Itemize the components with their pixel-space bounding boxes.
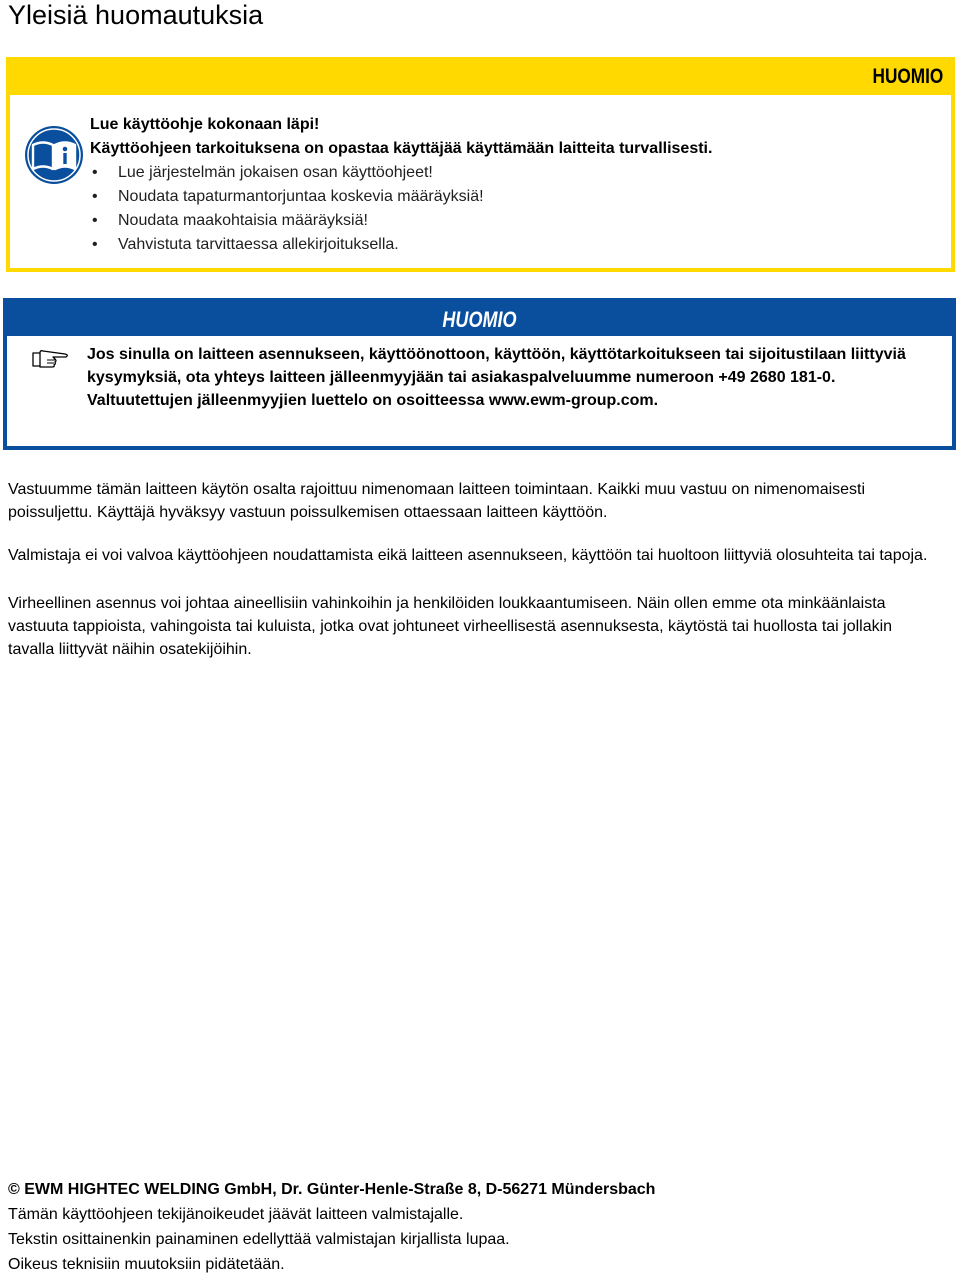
paragraph-installation: Virheellinen asennus voi johtaa aineellisiin vahinkoihin ja henkilöiden loukkaantumiseen. Näin ollen emme ota minkäänlaista vastuuta tappioista, vahingoista tai kuluista, jotka ovat johtuneet virheellisestä asennuksesta, käytöstä tai huollosta tai jollakin tavalla liittyvät näihin osatekijöihin. [8, 595, 893, 658]
page-title: Yleisiä huomautuksia [8, 0, 264, 30]
list-item: • Lue järjestelmän jokaisen osan käyttöohjeet! [90, 161, 940, 185]
notice-header: HUOMIO [442, 307, 517, 332]
notice-text [87, 343, 947, 412]
notice-box-blue [3, 298, 956, 450]
notice-bullet-list [90, 161, 940, 257]
footer [8, 1177, 948, 1275]
footer-line: Tekstin osittainenkin painaminen edellyttää valmistajan kirjallista lupaa. [8, 1231, 510, 1248]
notice-header: HUOMIO [872, 65, 943, 88]
list-item: • Vahvistuta tarvittaessa allekirjoituksella. [90, 233, 940, 257]
notice-line-1: Lue käyttöohje kokonaan läpi! [90, 116, 320, 133]
footer-line: Tämän käyttöohjeen tekijänoikeudet jäävät laitteen valmistajalle. [8, 1206, 464, 1223]
info-manual-icon [24, 125, 84, 185]
notice-paragraph-link: Valtuutettujen jälleenmyyjien luettelo on osoitteessa www.ewm-group.com. [87, 392, 659, 409]
notice-body [7, 336, 952, 446]
footer-line: Oikeus teknisiin muutoksiin pidätetään. [8, 1256, 285, 1273]
list-item: • Noudata tapaturmantorjuntaa koskevia määräyksiä! [90, 185, 940, 209]
footer-company: © EWM HIGHTEC WELDING GmbH, Dr. Günter-Henle-Straße 8, D-56271 Mündersbach [8, 1181, 656, 1198]
notice-paragraph: Jos sinulla on laitteen asennukseen, käyttöönottoon, käyttöön, käyttötarkoitukseen tai sijoitustilaan liittyviä kysymyksiä, ota yhteys laitteen jälleenmyyjään tai asiakaspalveluumme numeroon +49 2680 181-0. [87, 346, 906, 386]
notice-text [90, 113, 940, 257]
list-item: • Noudata maakohtaisia määräyksiä! [90, 209, 940, 233]
notice-line-2: Käyttöohjeen tarkoituksena on opastaa käyttäjää käyttämään laitteita turvallisesti. [90, 140, 713, 157]
paragraph-liability: Vastuumme tämän laitteen käytön osalta rajoittuu nimenomaan laitteen toimintaan. Kaikki muu vastuu on nimenomaisesti poissuljettu. Käyttäjä hyväksyy vastuun poissulkemisen ottaessaan laitteen käyttöön. [8, 481, 866, 521]
pointing-hand-icon [31, 348, 71, 370]
paragraph-manufacturer: Valmistaja ei voi valvoa käyttöohjeen noudattamista eikä laitteen asennukseen, käyttöön tai huoltoon liittyviä olosuhteita tai tapoja. [8, 547, 928, 564]
notice-box-yellow [6, 57, 955, 272]
notice-body [10, 95, 951, 268]
